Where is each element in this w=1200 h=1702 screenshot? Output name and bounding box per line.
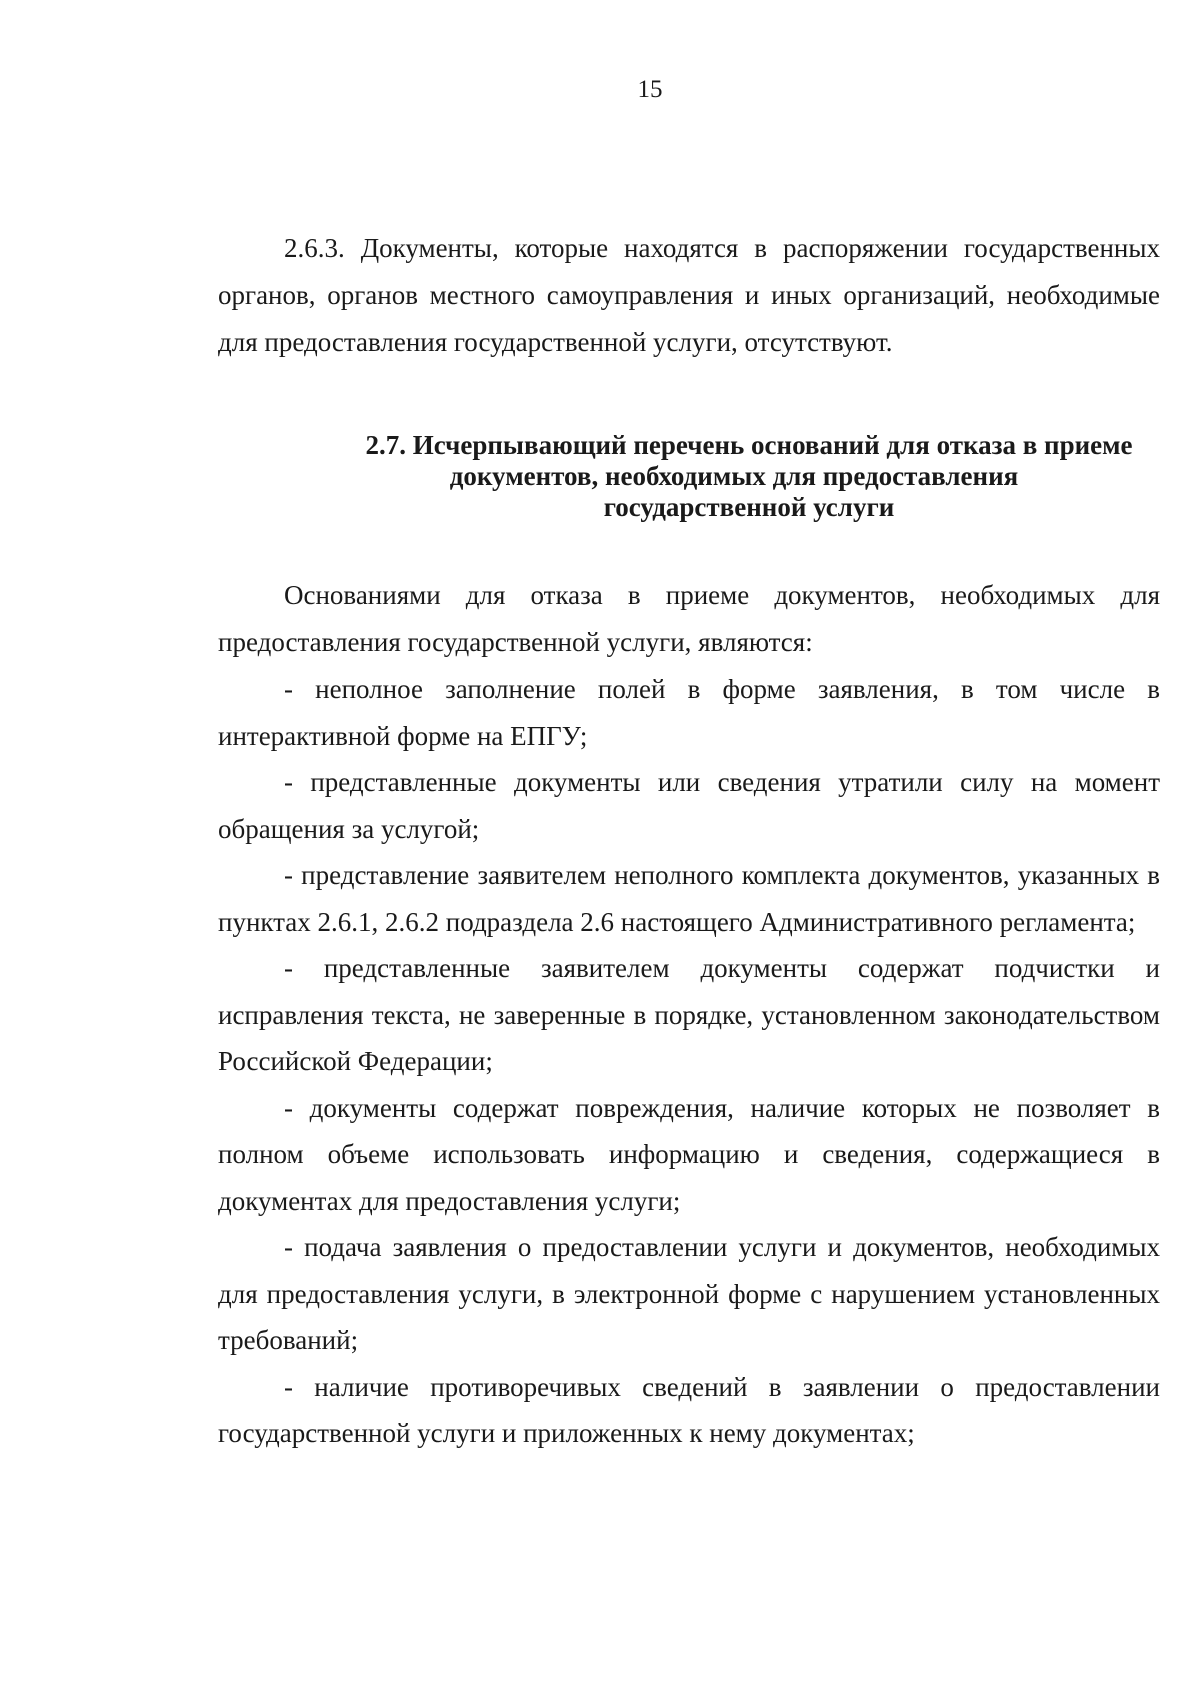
page-number: 15 xyxy=(637,76,663,103)
heading-line-1: 2.7. Исчерпывающий перечень оснований для отказа в приеме xyxy=(365,430,1133,460)
heading-line-3: государственной услуги xyxy=(603,492,895,522)
section-2-7-body xyxy=(218,572,1160,1457)
list-item: - неполное заполнение полей в форме заявления, в том числе в интерактивной форме на ЕПГУ; xyxy=(218,674,1160,751)
list-item: - документы содержат повреждения, наличие которых не позволяет в полном объеме использовать информацию и сведения, содержащиеся в документах для предоставления услуги; xyxy=(218,1092,1160,1216)
heading-line-2: документов, необходимых для предоставления xyxy=(449,461,1019,491)
list-item: - представление заявителем неполного комплекта документов, указанных в пунктах 2.6.1, 2.6.2 подраздела 2.6 настоящего Административного регламента; xyxy=(218,860,1160,937)
intro-paragraph: Основаниями для отказа в приеме документов, необходимых для предоставления государственной услуги, являются: xyxy=(218,580,1160,657)
list-item: - наличие противоречивых сведений в заявлении о предоставлении государственной услуги и приложенных к нему документах; xyxy=(218,1371,1160,1448)
section-2-6-3 xyxy=(218,225,1160,366)
list-item: - представленные документы или сведения утратили силу на момент обращения за услугой; xyxy=(218,767,1160,844)
list-item: - представленные заявителем документы содержат подчистки и исправления текста, не заверенные в порядке, установленном законодательством Российской Федерации; xyxy=(218,953,1160,1076)
paragraph-2-6-3: 2.6.3. Документы, которые находятся в распоряжении государственных органов, органов местного самоуправления и иных организаций, необходимые для предоставления государственной услуги, отсутствуют. xyxy=(218,233,1160,357)
list-item: - подача заявления о предоставлении услуги и документов, необходимых для предоставления услуги, в электронной форме с нарушением установленных требований; xyxy=(218,1232,1160,1355)
section-heading-2-7 xyxy=(218,430,1160,523)
